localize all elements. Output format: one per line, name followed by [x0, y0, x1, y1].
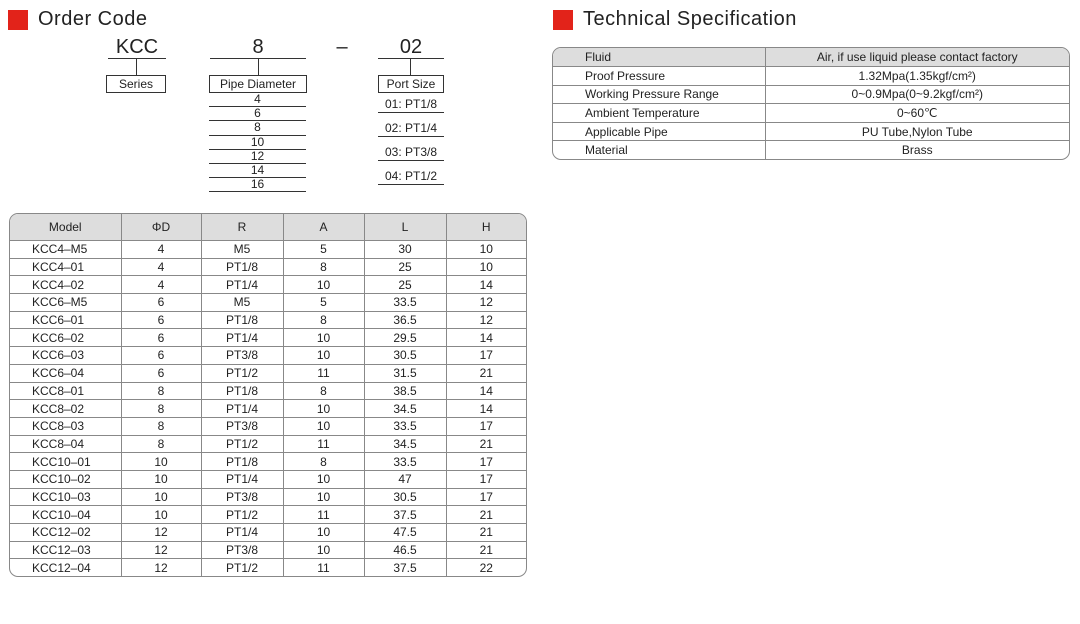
table-cell: 5	[283, 294, 364, 312]
code-pipe: 8	[252, 36, 264, 58]
table-cell: 17	[446, 453, 526, 471]
table-cell: 11	[283, 364, 364, 382]
table-header-row	[10, 214, 526, 241]
code-series-underline	[108, 58, 166, 59]
table-cell: 17	[446, 347, 526, 365]
table-cell: 10	[283, 524, 364, 542]
table-cell: KCC8–04	[10, 435, 121, 453]
table-cell: 14	[446, 329, 526, 347]
table-cell: PT1/4	[201, 276, 283, 294]
table-row	[10, 347, 526, 365]
code-dash: –	[336, 36, 348, 58]
pipe-option: 10	[209, 136, 306, 150]
table-cell: 38.5	[364, 382, 446, 400]
table-cell: KCC10–04	[10, 506, 121, 524]
pipe-option: 16	[209, 178, 306, 192]
table-cell: PT1/8	[201, 311, 283, 329]
tech-spec-heading	[553, 8, 797, 31]
port-option: 03: PT3/8	[378, 137, 444, 161]
table-cell: 10	[121, 488, 201, 506]
table-cell: KCC4–01	[10, 258, 121, 276]
pipe-option: 4	[209, 93, 306, 107]
table-cell: 10	[283, 276, 364, 294]
table-cell: 37.5	[364, 506, 446, 524]
column-header: R	[201, 214, 283, 241]
table-cell: PT1/2	[201, 364, 283, 382]
table-cell: 14	[446, 382, 526, 400]
table-cell: 37.5	[364, 559, 446, 576]
table-cell: 29.5	[364, 329, 446, 347]
table-row	[10, 241, 526, 259]
table-cell: 17	[446, 488, 526, 506]
table-cell: 21	[446, 541, 526, 559]
table-row	[10, 417, 526, 435]
table-cell: KCC6–03	[10, 347, 121, 365]
red-square-marker	[553, 10, 573, 30]
table-cell: 8	[121, 435, 201, 453]
table-cell: PT1/8	[201, 382, 283, 400]
table-row	[10, 541, 526, 559]
table-cell: 10	[446, 241, 526, 259]
table-cell: 33.5	[364, 417, 446, 435]
column-header: Model	[10, 214, 121, 241]
table-cell: 8	[121, 417, 201, 435]
table-cell: PT1/2	[201, 559, 283, 576]
table-cell: KCC6–01	[10, 311, 121, 329]
table-cell: PT1/4	[201, 400, 283, 418]
table-cell: 10	[283, 488, 364, 506]
table-cell: PT1/4	[201, 470, 283, 488]
code-port: 02	[399, 36, 423, 58]
table-cell: 10	[283, 400, 364, 418]
spec-value: 0~0.9Mpa(0~9.2kgf/cm²)	[765, 85, 1069, 104]
spec-row	[553, 48, 1069, 67]
table-cell: 4	[121, 258, 201, 276]
table-row	[10, 470, 526, 488]
table-cell: PT3/8	[201, 417, 283, 435]
table-cell: PT3/8	[201, 541, 283, 559]
table-cell: 33.5	[364, 453, 446, 471]
spec-label: Material	[553, 141, 765, 159]
table-cell: 31.5	[364, 364, 446, 382]
spec-row	[553, 67, 1069, 86]
port-options-list	[378, 89, 444, 185]
spec-row	[553, 85, 1069, 104]
table-cell: 6	[121, 311, 201, 329]
table-cell: PT1/8	[201, 258, 283, 276]
pipe-connector	[258, 59, 259, 75]
table-cell: 10	[283, 329, 364, 347]
table-cell: KCC8–02	[10, 400, 121, 418]
table-cell: 12	[446, 294, 526, 312]
port-size-box: Port Size	[378, 75, 444, 93]
spec-label: Proof Pressure	[553, 67, 765, 86]
table-cell: 8	[283, 311, 364, 329]
table-cell: 30	[364, 241, 446, 259]
table-cell: PT3/8	[201, 347, 283, 365]
table-cell: 21	[446, 506, 526, 524]
table-cell: 10	[446, 258, 526, 276]
table-cell: KCC6–04	[10, 364, 121, 382]
table-cell: KCC4–02	[10, 276, 121, 294]
order-code-heading	[8, 8, 148, 31]
tech-spec-title: Technical Specification	[583, 8, 797, 30]
table-cell: 30.5	[364, 347, 446, 365]
table-cell: 47.5	[364, 524, 446, 542]
table-cell: 8	[121, 400, 201, 418]
pipe-option: 12	[209, 150, 306, 164]
order-code-title: Order Code	[38, 8, 148, 30]
table-cell: M5	[201, 294, 283, 312]
table-cell: KCC4–M5	[10, 241, 121, 259]
table-cell: 6	[121, 347, 201, 365]
table-cell: 12	[121, 524, 201, 542]
table-cell: 10	[283, 541, 364, 559]
table-cell: KCC8–01	[10, 382, 121, 400]
table-cell: 25	[364, 258, 446, 276]
table-row	[10, 559, 526, 576]
table-cell: 4	[121, 241, 201, 259]
table-cell: KCC12–03	[10, 541, 121, 559]
table-row	[10, 364, 526, 382]
table-row	[10, 488, 526, 506]
table-row	[10, 506, 526, 524]
table-cell: PT1/2	[201, 506, 283, 524]
spec-value: 1.32Mpa(1.35kgf/cm²)	[765, 67, 1069, 86]
table-cell: 6	[121, 329, 201, 347]
column-header: H	[446, 214, 526, 241]
table-cell: KCC12–04	[10, 559, 121, 576]
table-cell: 33.5	[364, 294, 446, 312]
series-box: Series	[106, 75, 166, 93]
table-cell: KCC10–03	[10, 488, 121, 506]
table-cell: 36.5	[364, 311, 446, 329]
spec-label: Fluid	[553, 48, 765, 67]
table-cell: KCC10–01	[10, 453, 121, 471]
table-cell: 25	[364, 276, 446, 294]
table-row	[10, 453, 526, 471]
series-connector	[136, 59, 137, 76]
table-row	[10, 524, 526, 542]
table-cell: 34.5	[364, 435, 446, 453]
table-cell: M5	[201, 241, 283, 259]
spec-row	[553, 141, 1069, 159]
table-cell: 5	[283, 241, 364, 259]
spec-label: Applicable Pipe	[553, 122, 765, 141]
table-row	[10, 329, 526, 347]
table-cell: 10	[283, 347, 364, 365]
tech-spec-table	[552, 47, 1070, 160]
table-cell: KCC12–02	[10, 524, 121, 542]
port-option: 02: PT1/4	[378, 113, 444, 137]
table-cell: 10	[121, 453, 201, 471]
table-cell: PT1/4	[201, 524, 283, 542]
table-cell: 11	[283, 559, 364, 576]
pipe-option: 6	[209, 107, 306, 121]
spec-label: Ambient Temperature	[553, 104, 765, 123]
spec-value: Air, if use liquid please contact factory	[765, 48, 1069, 67]
column-header: L	[364, 214, 446, 241]
table-cell: 21	[446, 524, 526, 542]
table-cell: 10	[283, 470, 364, 488]
table-cell: 11	[283, 506, 364, 524]
table-row	[10, 382, 526, 400]
table-cell: 12	[121, 559, 201, 576]
table-row	[10, 400, 526, 418]
red-square-marker	[8, 10, 28, 30]
model-dimension-table	[9, 213, 527, 577]
table-cell: 6	[121, 294, 201, 312]
table-cell: KCC6–M5	[10, 294, 121, 312]
table-cell: 14	[446, 276, 526, 294]
table-cell: KCC10–02	[10, 470, 121, 488]
table-row	[10, 311, 526, 329]
table-row	[10, 294, 526, 312]
table-cell: 47	[364, 470, 446, 488]
table-cell: PT1/4	[201, 329, 283, 347]
port-option: 01: PT1/8	[378, 89, 444, 113]
code-port-underline	[378, 58, 444, 59]
column-header: ΦD	[121, 214, 201, 241]
pipe-options-list	[209, 93, 306, 192]
table-cell: 8	[283, 258, 364, 276]
table-cell: 46.5	[364, 541, 446, 559]
table-cell: 21	[446, 435, 526, 453]
table-cell: KCC8–03	[10, 417, 121, 435]
pipe-option: 8	[209, 121, 306, 135]
table-row	[10, 258, 526, 276]
table-cell: 12	[446, 311, 526, 329]
code-series: KCC	[115, 36, 159, 58]
table-cell: 17	[446, 470, 526, 488]
pipe-option: 14	[209, 164, 306, 178]
table-row	[10, 435, 526, 453]
table-cell: PT3/8	[201, 488, 283, 506]
table-cell: 30.5	[364, 488, 446, 506]
table-cell: 17	[446, 417, 526, 435]
port-option: 04: PT1/2	[378, 161, 444, 185]
spec-row	[553, 122, 1069, 141]
table-cell: 8	[121, 382, 201, 400]
table-cell: 21	[446, 364, 526, 382]
table-cell: 10	[283, 417, 364, 435]
table-cell: 22	[479, 560, 493, 575]
spec-value: Brass	[901, 143, 933, 158]
table-cell: 6	[121, 364, 201, 382]
table-cell: KCC6–02	[10, 329, 121, 347]
spec-label: Working Pressure Range	[553, 85, 765, 104]
column-header: A	[283, 214, 364, 241]
table-cell: 8	[283, 382, 364, 400]
spec-value: 0~60℃	[765, 104, 1069, 123]
table-cell: 10	[121, 506, 201, 524]
table-cell: 14	[446, 400, 526, 418]
table-cell: PT1/2	[201, 435, 283, 453]
table-cell: 10	[121, 470, 201, 488]
table-cell: 8	[283, 453, 364, 471]
table-row	[10, 276, 526, 294]
pipe-diameter-box: Pipe Diameter	[209, 75, 307, 93]
table-cell: PT1/8	[201, 453, 283, 471]
table-cell: 4	[121, 276, 201, 294]
table-cell: 12	[121, 541, 201, 559]
port-connector	[410, 59, 411, 75]
spec-row	[553, 104, 1069, 123]
table-cell: 11	[283, 435, 364, 453]
table-cell: 34.5	[364, 400, 446, 418]
spec-value: PU Tube,Nylon Tube	[765, 122, 1069, 141]
